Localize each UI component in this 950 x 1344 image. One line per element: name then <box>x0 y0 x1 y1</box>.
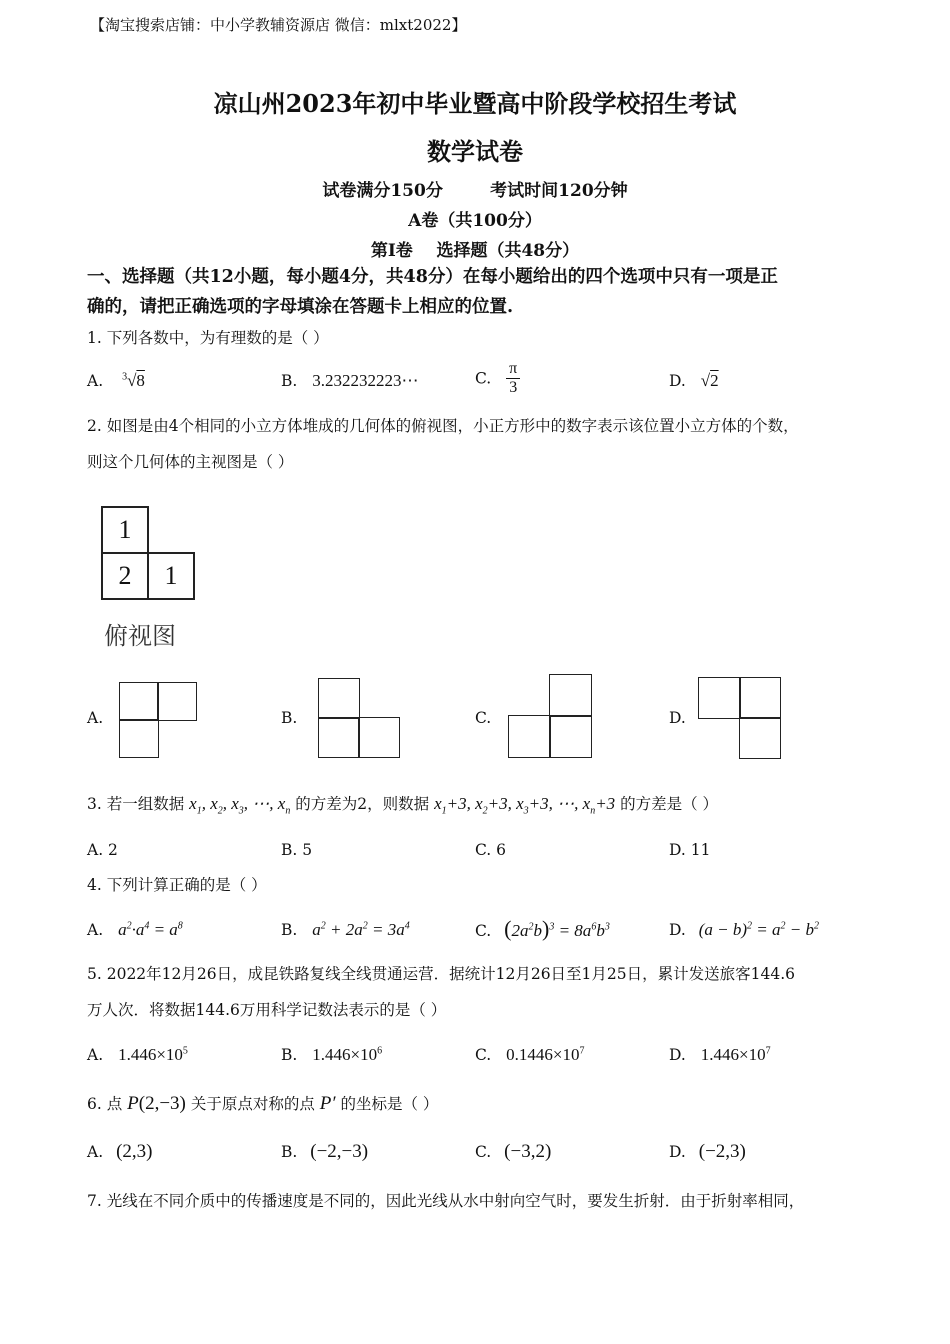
q4-option-a <box>87 920 183 940</box>
q1-option-b <box>281 371 419 391</box>
q6-option-d <box>669 1141 746 1163</box>
q5-a-expr: $1.446\times 10^5$ <box>118 1045 188 1064</box>
q6-option-a <box>87 1141 152 1163</box>
q6-b-value: (−2,−3) <box>310 1141 369 1162</box>
q1-d-value: √2 <box>700 371 719 390</box>
q6-stem-part: 关于原点对称的点 <box>185 1095 320 1113</box>
q1-d-radicand: 2 <box>710 371 719 390</box>
view-cell <box>119 719 159 758</box>
q1-d-label: D. <box>669 372 686 390</box>
view-cell <box>508 715 551 758</box>
q2-a-label: A. <box>87 709 104 727</box>
q4-b-label: B. <box>281 921 298 939</box>
view-cell <box>698 677 741 719</box>
q6-point-p-prime: P′ <box>319 1093 336 1114</box>
exam-info: 试卷满分150分 考试时间120分钟 <box>322 181 628 201</box>
view-cell <box>549 674 592 717</box>
section-line-2: 确的，请把正确选项的字母填涂在答题卡上相应的位置. <box>87 297 514 317</box>
q6-a-value: (2,3) <box>116 1141 153 1162</box>
q1-a-label: A. <box>87 372 104 390</box>
volume-label: A卷（共100分） <box>408 211 542 231</box>
q5-option-d <box>669 1045 771 1065</box>
section-instructions <box>87 262 877 322</box>
q5-option-a <box>87 1045 188 1065</box>
q4-stem: 4. 下列计算正确的是（ ） <box>87 876 267 894</box>
q6-option-b <box>281 1141 368 1163</box>
q3-stem <box>87 786 877 829</box>
q1-a-radicand: 8 <box>136 371 145 390</box>
top-view-count: 1 <box>118 515 132 544</box>
q3-stem-part: 3. 若一组数据 <box>87 795 190 813</box>
q2-c-label: C. <box>475 709 492 727</box>
q6-stem-part: 6. 点 <box>87 1095 128 1113</box>
q7-stem-1: 7. 光线在不同介质中的传播速度是不同的，因此光线从水中射向空气时，要发生折射．由于折射率相同， <box>87 1192 805 1210</box>
part-label: 第Ⅰ卷 选择题（共48分） <box>370 241 580 261</box>
q4-c-label: C. <box>475 922 492 940</box>
q3-option-c: C. 6 <box>475 841 507 859</box>
q4-option-d <box>669 920 819 940</box>
q6-c-label: C. <box>475 1143 492 1161</box>
q1-option-d <box>669 371 719 391</box>
q5-stem-1: 5. 2022年12月26日，成昆铁路复线全线贯通运营．据统计12月26日至1月25日，累计发送旅客144.6 <box>87 965 796 983</box>
view-cell <box>318 678 360 719</box>
q3-new-data-set: $x_1+3$, $x_2+3$, $x_3+3$, ⋯, $x_n+3$ <box>434 794 616 817</box>
q5-a-label: A. <box>87 1046 104 1064</box>
q2-stem-2: 则这个几何体的主视图是（ ） <box>87 453 294 471</box>
q6-d-value: (−2,3) <box>698 1141 746 1162</box>
top-view-caption: 俯视图 <box>104 622 176 650</box>
q3-option-b: B. 5 <box>281 841 313 859</box>
q5-d-expr: $1.446\times 10^7$ <box>700 1045 771 1064</box>
exam-title: 凉山州2023年初中毕业暨高中阶段学校招生考试 <box>213 89 737 118</box>
top-view-count: 1 <box>164 561 178 590</box>
watermark-text: 【淘宝搜索店铺：中小学教辅资源店 微信：mlxt2022】 <box>90 16 467 34</box>
q4-c-expr: $(2a^2b)^3 = 8a^6b^3$ <box>504 916 610 941</box>
q4-a-label: A. <box>87 921 104 939</box>
view-cell <box>739 717 781 759</box>
q4-b-expr: $a^2 + 2a^2 = 3a^4$ <box>312 920 410 939</box>
view-cell <box>119 682 159 721</box>
view-cell <box>739 677 781 719</box>
q3-stem-part: 的方差是（ ） <box>615 795 719 813</box>
q3-option-d: D. 11 <box>669 841 711 859</box>
top-view-cell-bottom-left <box>101 552 149 600</box>
q5-option-c <box>475 1045 585 1065</box>
q1-b-label: B. <box>281 372 298 390</box>
q4-option-b <box>281 920 410 940</box>
q4-a-expr: $a^2\cdot a^4 = a^8$ <box>118 920 183 939</box>
q2-stem-1: 2. 如图是由4个相同的小立方体堆成的几何体的俯视图，小正方形中的数字表示该位置小立方体的个数， <box>87 417 799 435</box>
top-view-cell-bottom-right <box>147 552 195 600</box>
q5-c-expr: $0.1446\times 10^7$ <box>506 1045 585 1064</box>
q3-stem-part: 的方差为2，则数据 <box>290 795 435 813</box>
q5-stem-2: 万人次．将数据144.6万用科学记数法表示的是（ ） <box>87 1001 447 1019</box>
exam-subtitle: 数学试卷 <box>427 137 523 166</box>
q3-data-set: $x_1$, $x_2$, $x_3$, ⋯, $x_n$ <box>189 794 291 817</box>
q6-b-label: B. <box>281 1143 298 1161</box>
q1-b-value: 3.232232223⋯ <box>312 371 419 390</box>
view-cell <box>358 717 400 758</box>
view-cell <box>318 717 360 758</box>
q5-d-label: D. <box>669 1046 686 1064</box>
q5-c-label: C. <box>475 1046 492 1064</box>
q4-d-expr: $(a - b)^2 = a^2 - b^2$ <box>698 920 820 939</box>
q6-stem-part: 的坐标是（ ） <box>335 1095 439 1113</box>
q6-c-value: (−3,2) <box>504 1141 552 1162</box>
q1-c-den: 3 <box>509 379 518 396</box>
q4-option-c <box>475 916 610 942</box>
q6-a-label: A. <box>87 1143 104 1161</box>
top-view-figure <box>101 506 195 600</box>
q1-a-value: $^3$√8 <box>122 371 145 390</box>
q5-b-expr: $1.446\times 10^6$ <box>312 1045 383 1064</box>
view-cell <box>549 715 592 758</box>
top-view-cell-top <box>101 506 149 554</box>
q5-b-label: B. <box>281 1046 298 1064</box>
q1-a-index: 3 <box>122 371 128 383</box>
q4-d-label: D. <box>669 921 686 939</box>
q1-c-fraction <box>506 360 520 397</box>
q6-stem <box>87 1086 877 1122</box>
q1-option-a <box>87 371 145 391</box>
q1-c-label: C. <box>475 369 492 388</box>
view-cell <box>157 682 197 721</box>
q5-option-b <box>281 1045 382 1065</box>
q3-option-a: A. 2 <box>87 841 118 859</box>
top-view-count: 2 <box>118 561 132 590</box>
section-line-1: 一、选择题（共12小题，每小题4分，共48分）在每小题给出的四个选项中只有一项是正 <box>87 267 778 287</box>
q2-b-label: B. <box>281 709 298 727</box>
q1-option-c <box>475 360 520 397</box>
q1-stem: 1. 下列各数中，为有理数的是（ ） <box>87 329 329 347</box>
q6-option-c <box>475 1141 551 1163</box>
q6-point-p: P(2,−3) <box>127 1093 186 1114</box>
q6-d-label: D. <box>669 1143 686 1161</box>
q2-d-label: D. <box>669 709 686 727</box>
q1-c-num: π <box>506 360 520 379</box>
